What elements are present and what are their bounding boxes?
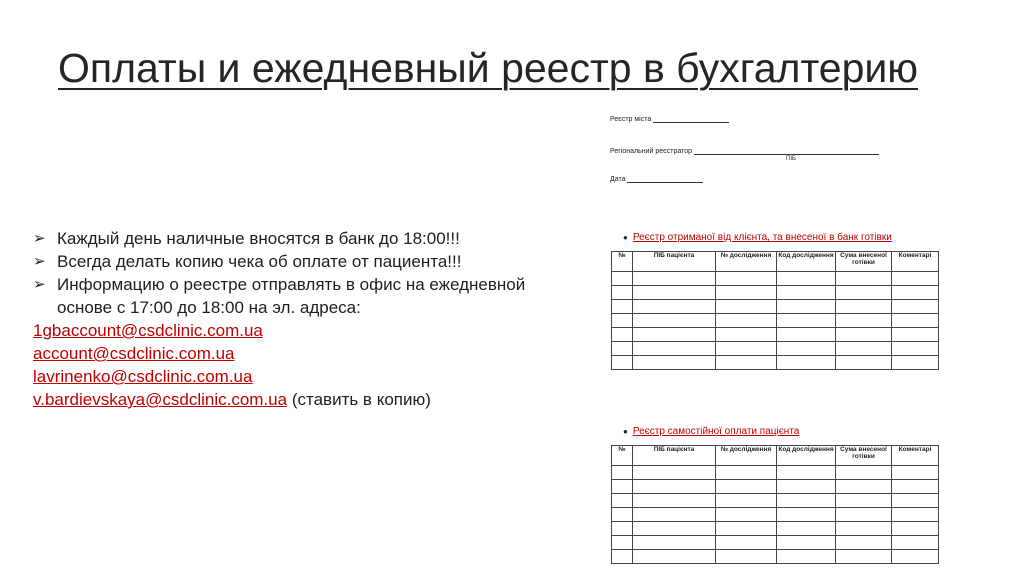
col-header: № — [612, 252, 633, 272]
col-header: ПІБ пацієнта — [633, 252, 716, 272]
col-header: Код дослідження — [777, 252, 836, 272]
table-row — [612, 314, 939, 328]
instruction-text: Информацию о реестре отправлять в офис на ежедневной основе с 17:00 до 18:00 на эл. адреса: — [57, 275, 526, 317]
col-header: № дослідження — [716, 446, 777, 466]
registry-city-line — [653, 114, 729, 123]
list-item — [33, 227, 553, 250]
table-header-row — [612, 446, 939, 466]
arrow-bullet-icon: ➢ — [33, 276, 46, 293]
table-row — [612, 480, 939, 494]
self-payment-table — [611, 445, 939, 564]
bullet-dot-icon: ● — [623, 427, 628, 436]
bullet-dot-icon: ● — [623, 233, 628, 242]
table-row — [612, 272, 939, 286]
col-header: № дослідження — [716, 252, 777, 272]
table-row — [612, 356, 939, 370]
copy-note: (ставить в копию) — [287, 390, 431, 409]
table-row — [612, 550, 939, 564]
regional-registrar-line — [694, 146, 879, 155]
table-row — [612, 466, 939, 480]
table-row — [612, 286, 939, 300]
cash-registry-table — [611, 251, 939, 370]
section-self-payment-title — [623, 426, 799, 437]
col-header: № — [612, 446, 633, 466]
table-row — [612, 342, 939, 356]
col-header: Сума внесеної готівки — [836, 446, 892, 466]
date-line — [627, 174, 703, 183]
table-row — [612, 508, 939, 522]
email-link[interactable]: lavrinenko@csdclinic.com.ua — [33, 367, 253, 386]
arrow-bullet-icon: ➢ — [33, 253, 46, 270]
instructions-list — [33, 227, 553, 411]
col-header: Коментарі — [892, 252, 939, 272]
regional-registrar-label: Регіональний реєстратор — [610, 148, 692, 155]
table-row — [612, 300, 939, 314]
table-row — [612, 522, 939, 536]
table-row — [612, 494, 939, 508]
section-title-text: Реєстр самостійної оплати пацієнта — [632, 426, 800, 437]
table-row — [612, 536, 939, 550]
col-header: Коментарі — [892, 446, 939, 466]
col-header: Сума внесеної готівки — [836, 252, 892, 272]
list-item — [33, 250, 553, 273]
table-row — [612, 328, 939, 342]
col-header: Код дослідження — [777, 446, 836, 466]
pib-label: ПІБ — [786, 156, 796, 162]
section-title-text: Реєстр отриманої від клієнта, та внесеної в банк готівки — [632, 232, 892, 243]
instruction-text: Каждый день наличные вносятся в банк до 18:00!!! — [57, 229, 460, 248]
section-cash-registry-title — [623, 232, 892, 243]
page-title: Оплаты и ежедневный реестр в бухгалтерию — [58, 45, 919, 91]
email-list — [33, 319, 553, 411]
email-link[interactable]: account@csdclinic.com.ua — [33, 344, 235, 363]
email-link[interactable]: 1gbaccount@csdclinic.com.ua — [33, 321, 263, 340]
col-header: ПІБ пацієнта — [633, 446, 716, 466]
list-item — [33, 273, 553, 319]
instruction-text: Всегда делать копию чека об оплате от пациента!!! — [57, 252, 462, 271]
arrow-bullet-icon: ➢ — [33, 230, 46, 247]
date-label: Дата — [610, 176, 626, 183]
registry-city-label: Реєстр міста — [610, 116, 652, 123]
table-header-row — [612, 252, 939, 272]
email-link[interactable]: v.bardievskaya@csdclinic.com.ua — [33, 390, 288, 409]
